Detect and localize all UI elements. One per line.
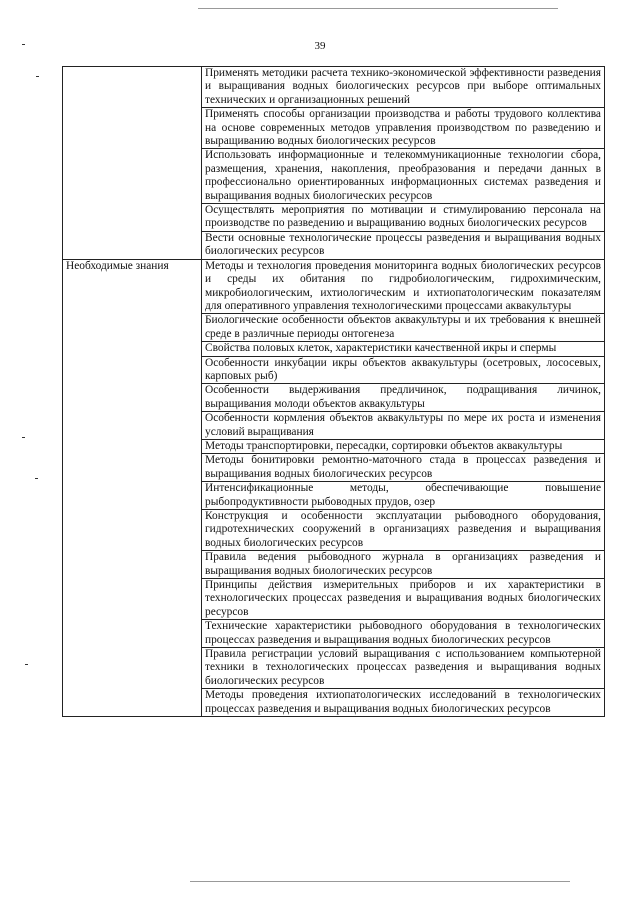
margin-mark: [22, 437, 25, 438]
margin-mark: [36, 76, 39, 77]
scan-bottom-line: [190, 881, 570, 882]
row-text-cell: Технические характеристики рыбоводного оборудования в технологических процессах разведения и выращивания водных биологических ресурсов: [202, 620, 605, 648]
row-text-cell: Осуществлять мероприятия по мотивации и стимулированию персонала на производстве по разведению и выращиванию водных биологических ресурсов: [202, 204, 605, 232]
standards-table: [62, 66, 605, 717]
row-text-cell: Методы бонитировки ремонтно-маточного стада в процессах разведения и выращивания водных биологических ресурсов: [202, 454, 605, 482]
row-text-cell: Принципы действия измерительных приборов и их характеристики в технологических процессах разведения и выращивания водных биологических ресурсов: [202, 579, 605, 620]
row-text-cell: Методы транспортировки, пересадки, сортировки объектов аквакультуры: [202, 439, 605, 453]
row-text-cell: Использовать информационные и телекоммуникационные технологии сбора, размещения, хранения, накопления, преобразования и передачи данных в профессионально ориентированных информационных системах разведения и выращивания водных биологических ресурсов: [202, 149, 605, 204]
row-label-cell: [63, 67, 202, 260]
row-text-cell: Применять способы организации производства и работы трудового коллектива на основе современных методов управления производством по разведению и выращиванию водных биологических ресурсов: [202, 108, 605, 149]
page-number: 39: [314, 40, 326, 52]
row-text-cell: Особенности кормления объектов аквакультуры по мере их роста и изменения условий выращивания: [202, 412, 605, 440]
row-text-cell: Биологические особенности объектов аквакультуры и их требования к внешней среде в различные периоды онтогенеза: [202, 314, 605, 342]
row-text-cell: Методы и технология проведения мониторинга водных биологических ресурсов и среды их обитания по гидробиологическим, гидрохимическим, микробиологическим, ихтиологическим и ихтиопатологическим показателям для оперативного управления технологическими процессами аквакультуры: [202, 259, 605, 314]
row-text-cell: Особенности выдерживания предличинок, подращивания личинок, выращивания молоди объектов аквакультуры: [202, 384, 605, 412]
margin-mark: [25, 664, 28, 665]
row-text-cell: Методы проведения ихтиопатологических исследований в технологических процессах разведения и выращивания водных биологических ресурсов: [202, 689, 605, 717]
row-text-cell: Конструкция и особенности эксплуатации рыбоводного оборудования, гидротехнических сооружений в организациях разведения и выращивания водных биологических ресурсов: [202, 510, 605, 551]
row-text-cell: Особенности инкубации икры объектов аквакультуры (осетровых, лососевых, карповых рыб): [202, 356, 605, 384]
row-text-cell: Интенсификационные методы, обеспечивающие повышение рыбопродуктивности рыбоводных прудов, озер: [202, 482, 605, 510]
table-body: [63, 67, 605, 717]
scan-top-line: [198, 8, 558, 9]
row-text-cell: Правила ведения рыбоводного журнала в организациях разведения и выращивания водных биологических ресурсов: [202, 551, 605, 579]
row-text-cell: Вести основные технологические процессы разведения и выращивания водных биологических ресурсов: [202, 231, 605, 259]
row-text-cell: Применять методики расчета технико-экономической эффективности разведения и выращивания водных биологических ресурсов при выборе оптимальных технических и организационных решений: [202, 67, 605, 108]
row-text-cell: Свойства половых клеток, характеристики качественной икры и спермы: [202, 342, 605, 356]
row-text-cell: Правила регистрации условий выращивания с использованием компьютерной техники в технологических процессах разведения и выращивания водных биологических ресурсов: [202, 648, 605, 689]
margin-mark: [35, 478, 38, 479]
row-label-cell: Необходимые знания: [63, 259, 202, 716]
table-row: [63, 259, 605, 314]
table-row: [63, 67, 605, 108]
